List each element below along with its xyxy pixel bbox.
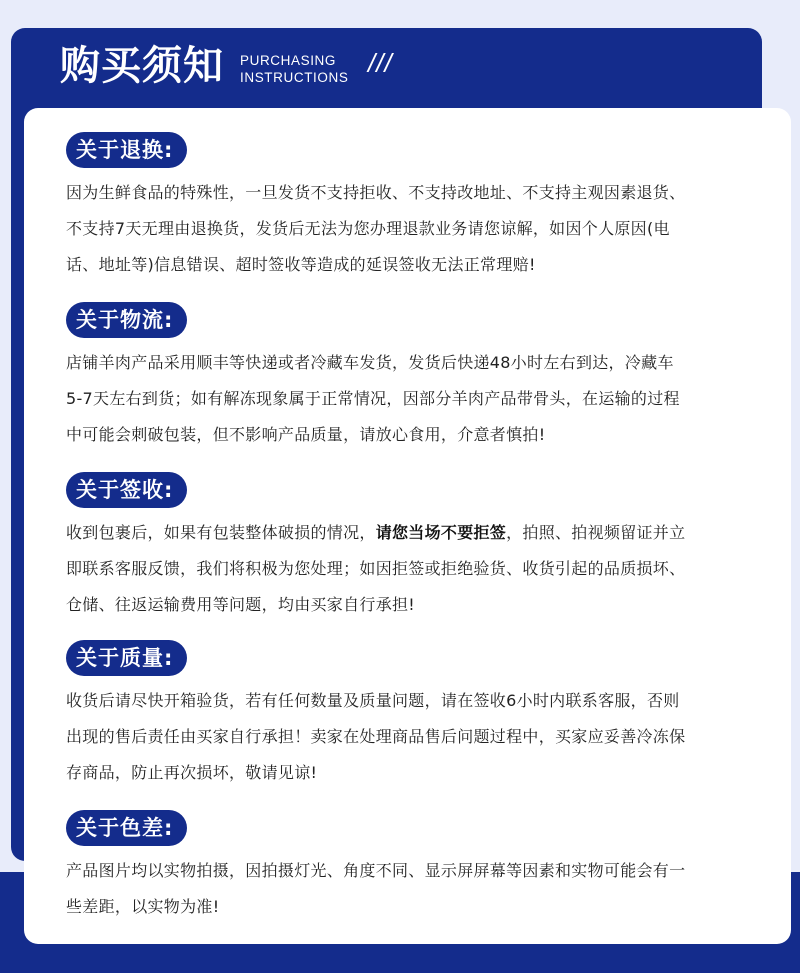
subtitle-line-2: INSTRUCTIONS (240, 70, 349, 85)
section-logistics (66, 302, 756, 453)
section-quality-body (66, 683, 756, 791)
text-line: 存商品，防止再次损坏，敬请见谅! (66, 763, 318, 782)
section-receipt-title: 关于签收: (66, 472, 187, 508)
subtitle-line-1: PURCHASING (240, 53, 337, 68)
section-logistics-body (66, 345, 756, 453)
section-receipt (66, 472, 756, 623)
page-subtitle-english (240, 52, 348, 86)
text-line: 仓储、往返运输费用等问题，均由买家自行承担! (66, 595, 416, 614)
text-line: 收货后请尽快开箱验货，若有任何数量及质量问题，请在签收6小时内联系客服，否则 (66, 691, 680, 710)
text-line: 店铺羊肉产品采用顺丰等快递或者冷藏车发货，发货后快递48小时左右到达，冷藏车 (66, 353, 674, 372)
text-line: 5-7天左右到货；如有解冻现象属于正常情况，因部分羊肉产品带骨头，在运输的过程 (66, 389, 680, 408)
section-quality-title: 关于质量: (66, 640, 187, 676)
text-line: 不支持7天无理由退换货，发货后无法为您办理退款业务请您谅解，如因个人原因(电 (66, 219, 670, 238)
text-line: 出现的售后责任由买家自行承担！卖家在处理商品售后问题过程中，买家应妥善冷冻保 (66, 727, 686, 746)
section-color-difference-body (66, 853, 756, 925)
text-line: 中可能会刺破包装，但不影响产品质量，请放心食用，介意者慎拍! (66, 425, 546, 444)
text-line (66, 515, 756, 551)
emphasis-text: 请您当场不要拒签 (375, 523, 507, 542)
text-segment: ，拍照、拍视频留证并立 (506, 523, 686, 542)
text-line: 产品图片均以实物拍摄，因拍摄灯光、角度不同、显示屏屏幕等因素和实物可能会有一 (66, 861, 686, 880)
section-logistics-title: 关于物流: (66, 302, 187, 338)
text-line: 些差距，以实物为准! (66, 897, 220, 916)
section-returns-title: 关于退换: (66, 132, 187, 168)
section-color-difference (66, 810, 756, 925)
text-line: 因为生鲜食品的特殊性，一旦发货不支持拒收、不支持改地址、不支持主观因素退货、 (66, 183, 686, 202)
section-receipt-body (66, 515, 756, 623)
slash-decoration: /// (368, 48, 393, 78)
text-line: 即联系客服反馈，我们将积极为您处理；如因拒签或拒绝验货、收货引起的品质损坏、 (66, 559, 686, 578)
section-returns-body (66, 175, 756, 283)
section-color-difference-title: 关于色差: (66, 810, 187, 846)
section-quality (66, 640, 756, 791)
text-line: 话、地址等)信息错误、超时签收等造成的延误签收无法正常理赔! (66, 255, 536, 274)
text-segment: 收到包裹后，如果有包装整体破损的情况， (66, 523, 376, 542)
page-title: 购买须知 (60, 43, 224, 89)
section-returns (66, 132, 756, 283)
